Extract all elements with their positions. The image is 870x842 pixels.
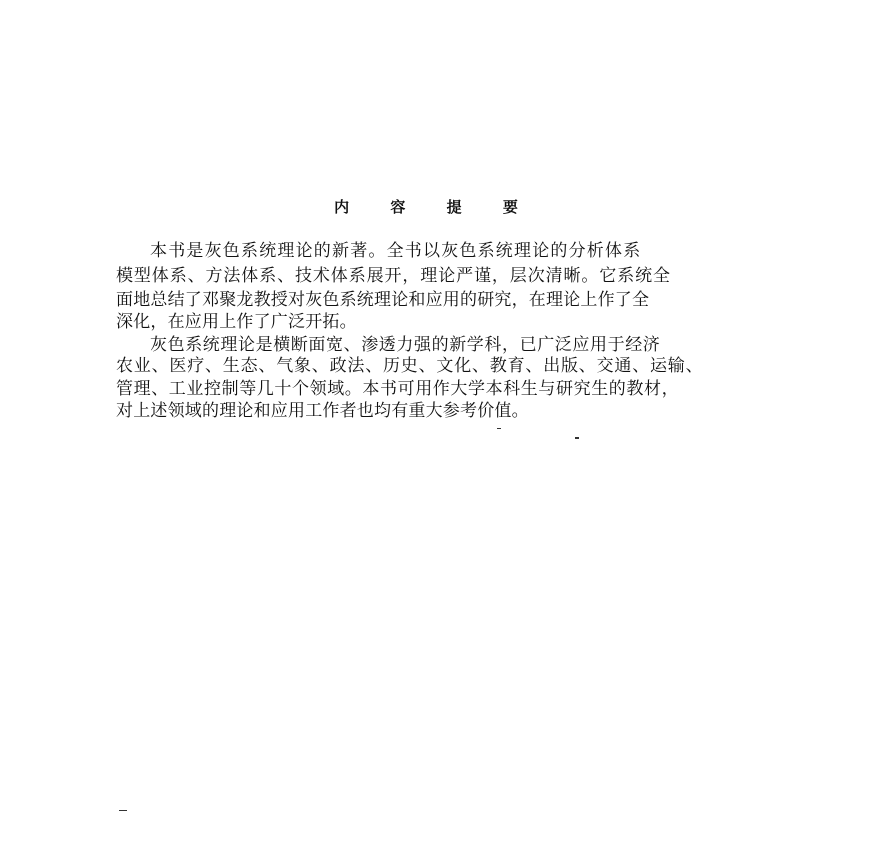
page-title: 内 容 提 要 — [334, 198, 536, 216]
paragraph-line: 本书是灰色系统理论的新著。全书以灰色系统理论的分析体系 — [150, 241, 642, 261]
paragraph-line: 对上述领域的理论和应用工作者也均有重大参考价值。 — [116, 401, 529, 421]
paragraph-line: 灰色系统理论是横断面宽、渗透力强的新学科，已广泛应用于经济 — [150, 335, 661, 355]
scan-speck — [575, 437, 579, 439]
scan-speck — [119, 810, 127, 811]
paragraph-line: 管理、工业控制等几十个领域。本书可用作大学本科生与研究生的教材， — [116, 379, 680, 399]
paragraph-line: 模型体系、方法体系、技术体系展开，理论严谨，层次清晰。它系统全 — [116, 266, 671, 286]
paragraph-line: 农业、医疗、生态、气象、政法、历史、文化、教育、出版、交通、运输、 — [116, 356, 704, 376]
paragraph-line: 面地总结了邓聚龙教授对灰色系统理论和应用的研究，在理论上作了全 — [116, 290, 650, 310]
paragraph-line: 深化，在应用上作了广泛开拓。 — [116, 312, 357, 332]
scan-speck — [497, 428, 501, 429]
